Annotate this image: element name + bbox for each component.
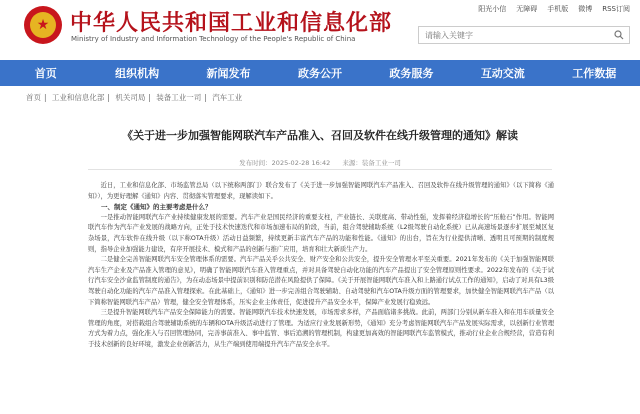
main-nav	[0, 60, 640, 86]
breadcrumb-equipment-dept[interactable]: 装备工业一司	[156, 93, 202, 102]
tool-link-rss[interactable]: RSS订阅	[602, 5, 630, 13]
national-emblem-icon[interactable]	[24, 6, 62, 44]
emblem-star-icon: ★	[30, 12, 56, 38]
nav-item-data[interactable]: 工作数据	[572, 67, 617, 80]
article-paragraph: 二是健全完善智能网联汽车安全管理体系的需要。汽车产品关乎公共安全、财产安全和公共安全，提升安全管理水平至关重要。2021年发布的《关于加强智能网联汽车生产企业及产品准入管理的意见》，明确了智能网联汽车准入管理重点，并对具备驾驶自动化功能的汽车产品提出了安全管理原则性要求。2022年发布的《关于试行汽车安全沙盒监管制度的通告》，为在动态场景中提前识别和防范潜在风险提供了保障。《关于开展智能网联汽车准入和上路通行试点工作的通知》，启动了对具有L3级驾驶自动化功能的汽车产品准入管理探索。在此基础上，《通知》进一步完善组合驾驶辅助、自动驾驶和汽车OTA升级方面的管理要求，加快健全智能网联汽车产品（以下简称智能网联汽车产品）管理，健全安全管理体系，压实企业主体责任，促进提升产品安全水平，保障产业发展行稳致远。	[88, 256, 554, 306]
breadcrumb-departments[interactable]: 机关司局	[115, 93, 146, 102]
breadcrumb-home[interactable]: 首页	[26, 93, 41, 102]
nav-item-organization[interactable]: 组织机构	[115, 67, 160, 80]
site-header	[0, 0, 640, 60]
tool-link-accessibility[interactable]: 无障碍	[516, 5, 538, 13]
breadcrumb: 首页 | 工业和信息化部 | 机关司局 | 装备工业一司 | 汽车工业	[26, 93, 243, 102]
search-box	[418, 26, 630, 44]
tool-link-weibo[interactable]: 微博	[578, 5, 593, 13]
tool-link-mobile[interactable]: 手机版	[547, 5, 569, 13]
article-intro: 近日，工业和信息化部、市场监管总局（以下统称两部门）联合发布了《关于进一步加强智能网联汽车产品准入、召回及软件在线升级管理的通知》（以下简称《通知》），为更好理解《通知》内容、贯彻落实管理要求，现解读如下。	[88, 182, 554, 200]
nav-item-interaction[interactable]: 互动交流	[480, 67, 525, 80]
nav-item-news[interactable]: 新闻发布	[206, 67, 251, 80]
article-body	[88, 181, 554, 351]
search-icon	[614, 30, 624, 40]
site-title-cn[interactable]: 中华人民共和国工业和信息化部	[70, 10, 393, 36]
nav-item-public-affairs[interactable]: 政务公开	[297, 67, 342, 80]
divider	[88, 169, 552, 170]
nav-item-home[interactable]: 首页	[34, 67, 57, 80]
search-input[interactable]	[419, 26, 609, 44]
search-button[interactable]	[609, 27, 629, 43]
top-tools	[478, 4, 630, 14]
publish-date: 发布时间：2025-02-28 16:42	[239, 159, 331, 167]
tool-link-sunshine[interactable]: 阳光小信	[478, 5, 507, 13]
breadcrumb-ministry[interactable]: 工业和信息化部	[51, 93, 105, 102]
breadcrumb-auto-industry[interactable]: 汽车工业	[212, 93, 243, 102]
article-paragraph: 三是提升智能网联汽车产品安全保障能力的需要。智能网联汽车技术快速发展，市场需求多样，产品面临诸多挑战。此前，两部门分别从新车准入和在用车质量安全管理的角度，对搭载组合驾驶辅助系统的车辆和OTA升级活动进行了管理。为适应行业发展新形势，《通知》充分考虑智能网联汽车产品发展实际需求，以创新行业管理方式为着力点，强化准入与召回管理协同，完善事前准入、事中监管、事后追溯的管理机制，构建更加高效的智能网联汽车监管模式，推动行业企业合规经营，营造有利于技术创新的良好环境，激发企业创新活力，从生产端到使用端提升汽车产品安全水平。	[88, 309, 554, 348]
section-heading: 一、制定《通知》的主要考虑是什么？	[101, 203, 212, 212]
article-meta	[0, 158, 640, 167]
article-paragraph: 一是推动智能网联汽车产业持续健康发展的需要。汽车产业是国民经济的重要支柱，产业链长、关联度高、带动性强，发挥着经济稳增长的“压舱石”作用。智能网联汽车作为汽车产业发展的战略方向，正处于技术快速迭代和市场加速布局的阶段，当前，组合驾驶辅助系统（L2级驾驶自动化系统）已从高速场景逐步扩展至城区复杂场景，汽车软件在线升级（以下称OTA升级）活动日益频繁，持续更新丰富汽车产品的功能和性能。《通知》的出台，旨在为行业提供清晰、透明且可预期的制度规则，指导企业加强能力建设，有序开展技术、模式和产品的创新与推广应用，培育和壮大新质生产力。	[88, 213, 554, 253]
article-source: 来源：装备工业一司	[342, 159, 401, 167]
article-title: 《关于进一步加强智能网联汽车产品准入、召回及软件在线升级管理的通知》解读	[122, 129, 518, 142]
site-title-en: Ministry of Industry and Information Technology of the People's Republic of China	[71, 35, 356, 43]
nav-item-services[interactable]: 政务服务	[389, 67, 434, 80]
